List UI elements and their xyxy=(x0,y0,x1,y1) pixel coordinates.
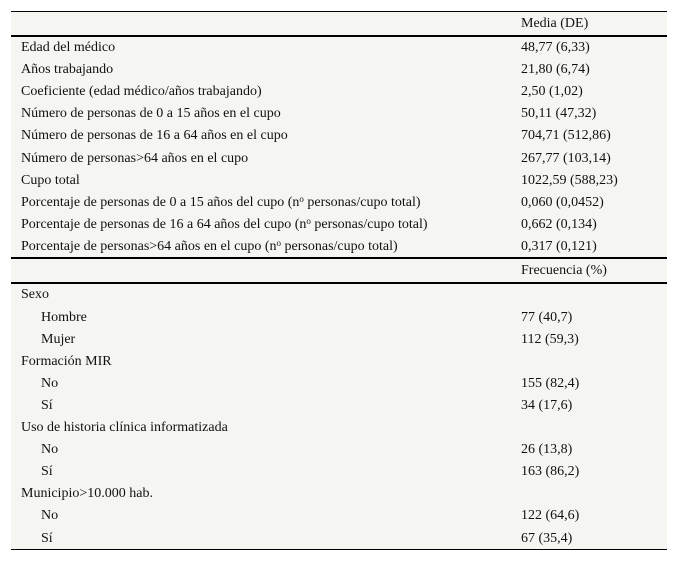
row-label-sup: o xyxy=(299,193,304,204)
row-label-pre: Porcentaje de personas de 16 a 64 años del cupo (n xyxy=(21,216,307,232)
category-title-row xyxy=(11,483,667,505)
table-row xyxy=(11,505,667,527)
table-row xyxy=(11,36,667,59)
row-value: 0,662 (0,134) xyxy=(521,216,597,232)
table-row xyxy=(11,527,667,550)
row-label: No xyxy=(41,375,59,391)
table-row xyxy=(11,328,667,350)
category-title-row xyxy=(11,283,667,306)
table-row xyxy=(11,235,667,258)
row-value: 155 (82,4) xyxy=(521,375,580,391)
row-label: Sí xyxy=(11,527,521,550)
table-row xyxy=(11,306,667,328)
category-title: Uso de historia clínica informatizada xyxy=(21,420,228,436)
table-row xyxy=(11,81,667,103)
row-value: 122 (64,6) xyxy=(521,508,580,524)
row-label: Sí xyxy=(41,464,53,480)
row-value: 163 (86,2) xyxy=(521,464,580,480)
header-media: Media (DE) xyxy=(521,12,667,36)
table-row xyxy=(11,125,667,147)
table-row xyxy=(11,191,667,213)
row-value: 1022,59 (588,23) xyxy=(521,172,618,188)
row-label-post: personas/cupo total) xyxy=(281,238,398,254)
row-value: 0,060 (0,0452) xyxy=(521,194,604,210)
row-value: 77 (40,7) xyxy=(521,309,573,325)
row-label xyxy=(11,213,521,235)
category-title: Sexo xyxy=(21,287,49,303)
category-title-row xyxy=(11,350,667,372)
row-value: 50,11 (47,32) xyxy=(521,106,597,122)
row-label: Edad del médico xyxy=(21,40,116,56)
row-label-sup: o xyxy=(306,215,311,226)
row-label: Mujer xyxy=(41,331,76,347)
row-label: Número de personas de 16 a 64 años en el cupo xyxy=(21,128,288,144)
table-row xyxy=(11,461,667,483)
row-label-post: personas/cupo total) xyxy=(310,216,428,232)
row-value: 21,80 (6,74) xyxy=(521,62,590,78)
header-row-frecuencia xyxy=(11,258,667,283)
table-row xyxy=(11,103,667,125)
row-value: 34 (17,6) xyxy=(521,397,573,413)
row-label xyxy=(11,235,521,258)
row-label: Sí xyxy=(41,397,53,413)
row-value: 267,77 (103,14) xyxy=(521,150,611,166)
category-title: Municipio>10.000 hab. xyxy=(21,486,153,502)
table-row xyxy=(11,213,667,235)
table-row xyxy=(11,394,667,416)
row-label: No xyxy=(41,508,59,524)
row-label: Número de personas>64 años en el cupo xyxy=(21,150,249,166)
table-row xyxy=(11,59,667,81)
row-label: Cupo total xyxy=(21,172,80,188)
data-table xyxy=(11,11,667,550)
row-value: 0,317 (0,121) xyxy=(521,238,597,254)
table-row xyxy=(11,372,667,394)
row-label: Número de personas de 0 a 15 años en el cupo xyxy=(21,106,281,122)
table-row xyxy=(11,439,667,461)
row-label-sup: o xyxy=(276,237,282,248)
row-value: 26 (13,8) xyxy=(521,442,573,458)
row-value: 704,71 (512,86) xyxy=(521,128,611,144)
table-row xyxy=(11,147,667,169)
category-title: Formación MIR xyxy=(21,353,112,369)
row-label: Años trabajando xyxy=(21,62,114,78)
table-row xyxy=(11,169,667,191)
row-label-pre: Porcentaje de personas>64 años en el cupo (n xyxy=(21,238,277,254)
row-value: 112 (59,3) xyxy=(521,331,579,347)
row-label-post: personas/cupo total) xyxy=(303,194,421,210)
data-table-container xyxy=(11,11,667,550)
row-label: Coeficiente (edad médico/años trabajando) xyxy=(21,84,262,100)
row-label: No xyxy=(41,442,59,458)
row-value: 2,50 (1,02) xyxy=(521,84,583,100)
row-value: 48,77 (6,33) xyxy=(521,40,590,56)
category-title-row xyxy=(11,417,667,439)
row-label-pre: Porcentaje de personas de 0 a 15 años del cupo (n xyxy=(21,194,300,210)
row-label xyxy=(11,191,521,213)
header-frecuencia: Frecuencia (%) xyxy=(521,258,667,283)
header-row-media xyxy=(11,12,667,36)
row-value: 67 (35,4) xyxy=(521,527,667,550)
row-label: Hombre xyxy=(41,309,87,325)
